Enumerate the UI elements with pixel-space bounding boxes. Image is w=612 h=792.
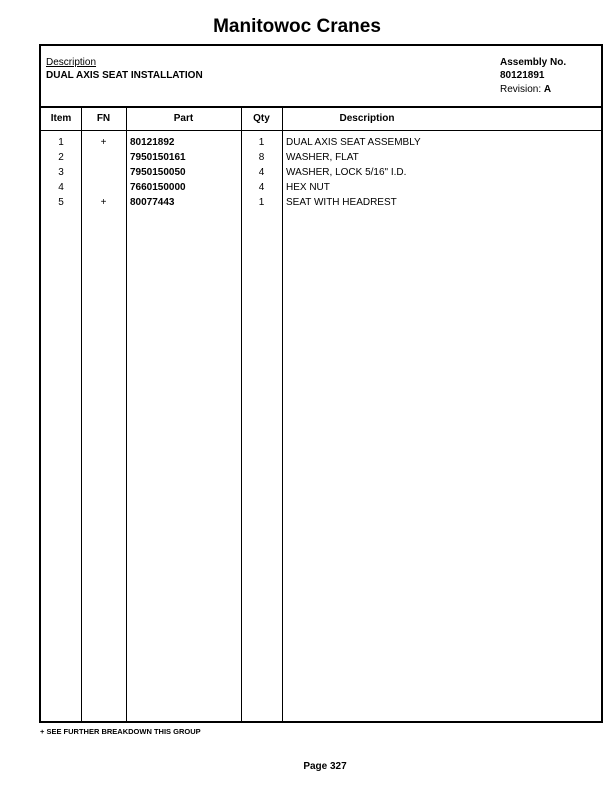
part-number: 80121892 — [130, 137, 175, 148]
part-description: SEAT WITH HEADREST — [286, 197, 397, 208]
parts-list-frame — [39, 44, 603, 723]
column-header-qty: Qty — [253, 113, 270, 124]
table-row — [41, 152, 601, 167]
revision-label: Revision: — [500, 84, 542, 95]
table-row — [41, 137, 601, 152]
fn-marker: + — [100, 197, 107, 208]
page-title: Manitowoc Cranes — [213, 16, 381, 37]
part-number: 80077443 — [130, 197, 175, 208]
table-row — [41, 167, 601, 182]
assembly-number-label: Assembly No. — [500, 57, 567, 68]
part-number: 7950150050 — [130, 167, 186, 178]
table-body — [41, 137, 601, 212]
quantity: 4 — [258, 167, 265, 178]
column-header-row — [41, 108, 601, 131]
description-label: Description — [46, 57, 97, 68]
part-description: HEX NUT — [286, 182, 330, 193]
table-row — [41, 197, 601, 212]
column-header-part: Part — [173, 113, 194, 124]
table-row — [41, 182, 601, 197]
item-number: 4 — [58, 182, 64, 193]
part-description: WASHER, FLAT — [286, 152, 359, 163]
quantity: 8 — [258, 152, 265, 163]
column-header-item: Item — [50, 113, 72, 124]
item-number: 3 — [58, 167, 64, 178]
description-value: DUAL AXIS SEAT INSTALLATION — [46, 70, 203, 81]
part-number: 7950150161 — [130, 152, 186, 163]
revision-line — [500, 84, 551, 95]
quantity: 4 — [258, 182, 265, 193]
quantity: 1 — [258, 197, 265, 208]
column-header-description: Description — [339, 113, 395, 124]
quantity: 1 — [258, 137, 265, 148]
item-number: 2 — [58, 152, 64, 163]
part-description: DUAL AXIS SEAT ASSEMBLY — [286, 137, 421, 148]
page-number: Page 327 — [303, 761, 347, 772]
item-number: 1 — [58, 137, 64, 148]
item-number: 5 — [58, 197, 64, 208]
column-header-fn: FN — [96, 113, 111, 124]
part-description: WASHER, LOCK 5/16" I.D. — [286, 167, 407, 178]
part-number: 7660150000 — [130, 182, 186, 193]
fn-marker: + — [100, 137, 107, 148]
revision-value: A — [543, 84, 552, 95]
assembly-number-value: 80121891 — [500, 70, 545, 81]
footnote: + SEE FURTHER BREAKDOWN THIS GROUP — [40, 727, 201, 736]
assembly-header — [41, 46, 601, 108]
